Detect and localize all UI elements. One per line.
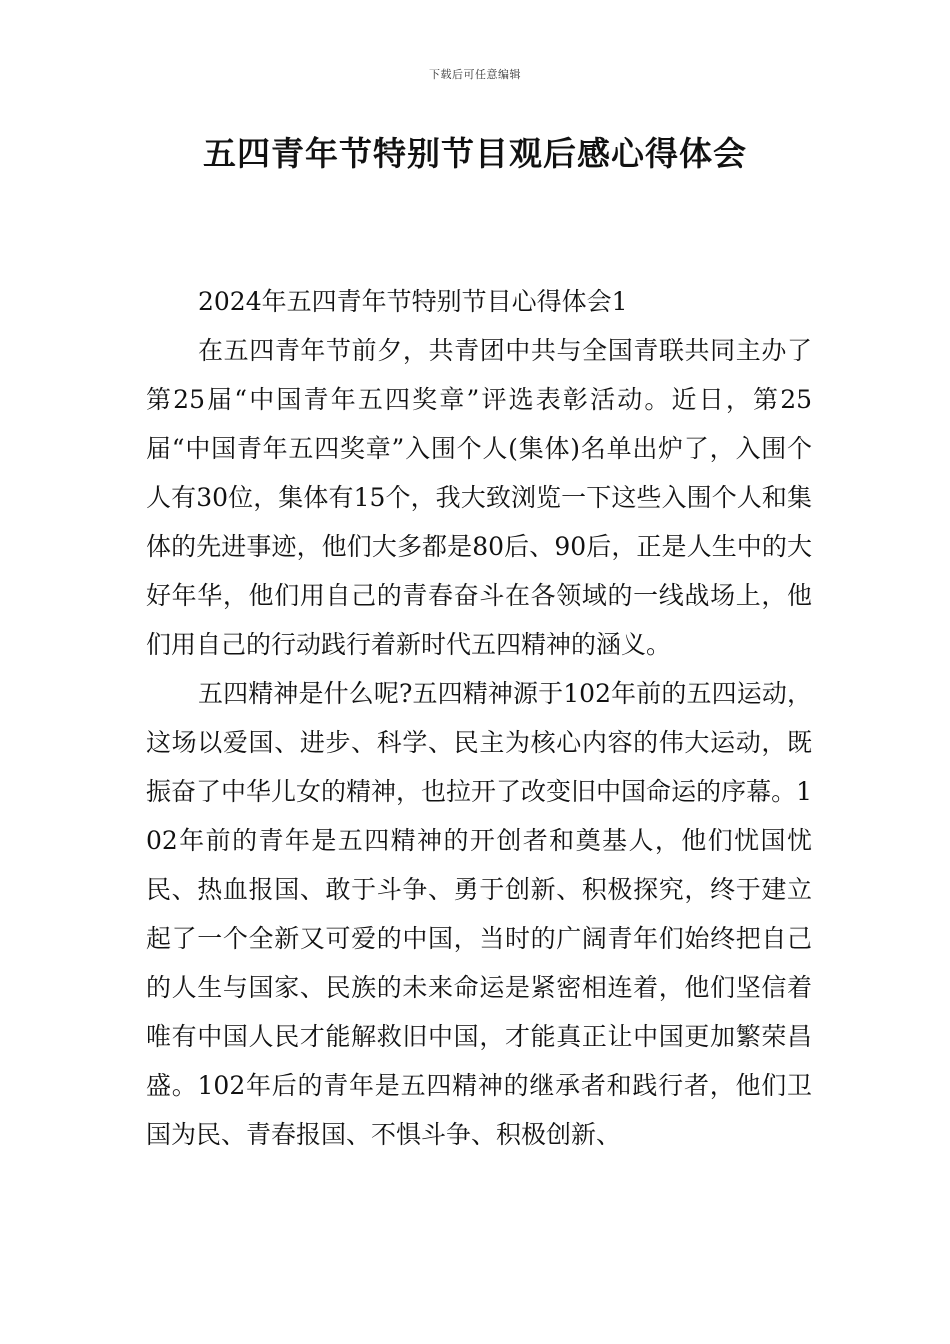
paragraph: 五四精神是什么呢?五四精神源于102年前的五四运动，这场以爱国、进步、科学、民主为核心内容的伟大运动，既振奋了中华儿女的精神，也拉开了改变旧中国命运的序幕。102年前的青年是五四精神的开创者和奠基人，他们忧国忧民、热血报国、敢于斗争、勇于创新、积极探究，终于建立起了一个全新又可爱的中国，当时的广阔青年们始终把自己的人生与国家、民族的未来命运是紧密相连着，他们坚信着唯有中国人民才能解救旧中国，才能真正让中国更加繁荣昌盛。102年后的青年是五四精神的继承者和践行者，他们卫国为民、青春报国、不惧斗争、积极创新、 xyxy=(146,679,812,1149)
document-title: 五四青年节特别节目观后感心得体会 xyxy=(203,134,747,173)
paragraph: 在五四青年节前夕，共青团中共与全国青联共同主办了第25届“中国青年五四奖章”评选表彰活动。近日，第25届“中国青年五四奖章”入围个人(集体)名单出炉了，入围个人有30位，集体有15个，我大致浏览一下这些入围个人和集体的先进事迹，他们大多都是80后、90后，正是人生中的大好年华，他们用自己的青春奋斗在各领域的一线战场上，他们用自己的行动践行着新时代五四精神的涵义。 xyxy=(146,336,812,659)
section-subheading: 2024年五四青年节特别节目心得体会1 xyxy=(198,287,628,316)
document-body xyxy=(146,277,812,1159)
header-note: 下载后可任意编辑 xyxy=(429,68,521,81)
